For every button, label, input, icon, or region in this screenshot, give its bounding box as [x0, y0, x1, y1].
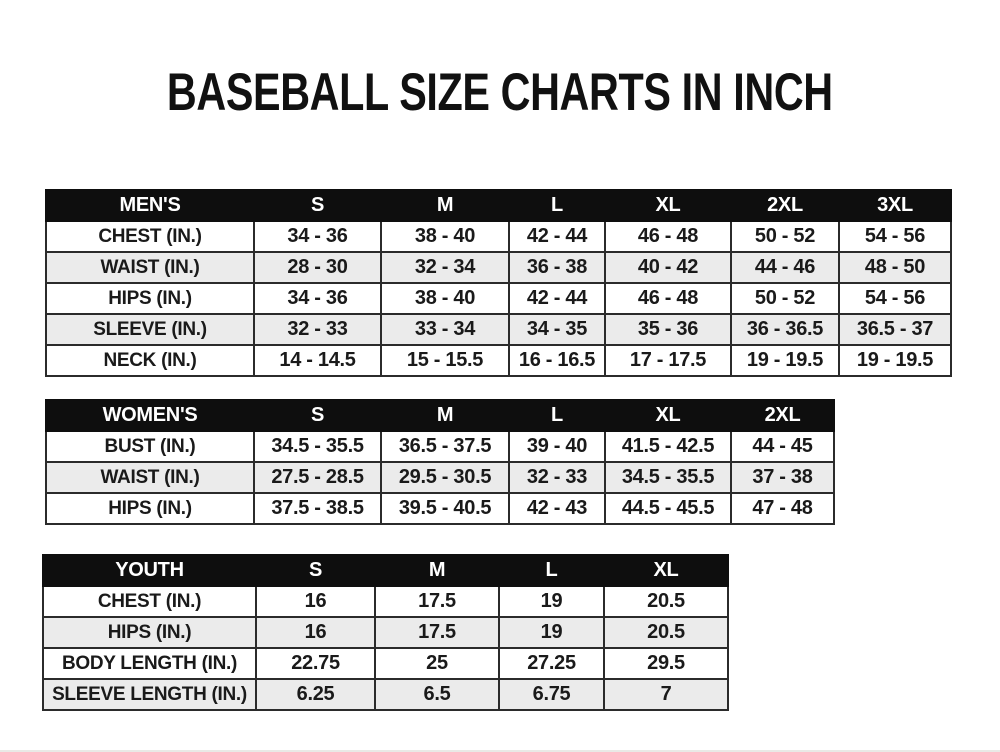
size-value-cell: 47 - 48 — [731, 493, 834, 524]
size-value-cell: 14 - 14.5 — [254, 345, 381, 376]
womens-table-header — [46, 400, 834, 431]
table-row — [46, 462, 834, 493]
size-value-cell: 28 - 30 — [254, 252, 381, 283]
size-value-cell: 37 - 38 — [731, 462, 834, 493]
header-row — [46, 400, 834, 431]
table-row — [43, 648, 728, 679]
size-value-cell: 29.5 - 30.5 — [381, 462, 509, 493]
size-value-cell: 32 - 33 — [509, 462, 605, 493]
size-header-cell: XL — [605, 400, 731, 431]
size-value-cell: 34 - 36 — [254, 221, 381, 252]
mens-size-table — [45, 189, 952, 377]
table-row — [46, 345, 951, 376]
row-label: BUST (IN.) — [46, 431, 254, 462]
size-value-cell: 44.5 - 45.5 — [605, 493, 731, 524]
size-value-cell: 27.5 - 28.5 — [254, 462, 381, 493]
size-value-cell: 42 - 43 — [509, 493, 605, 524]
table-row — [46, 314, 951, 345]
size-value-cell: 34 - 35 — [509, 314, 605, 345]
size-header-cell: XL — [605, 190, 731, 221]
size-header-cell: 2XL — [731, 190, 839, 221]
size-value-cell: 16 - 16.5 — [509, 345, 605, 376]
size-value-cell: 15 - 15.5 — [381, 345, 509, 376]
size-value-cell: 39.5 - 40.5 — [381, 493, 509, 524]
size-value-cell: 32 - 33 — [254, 314, 381, 345]
size-value-cell: 20.5 — [604, 586, 728, 617]
size-value-cell: 19 — [499, 617, 604, 648]
size-value-cell: 22.75 — [256, 648, 375, 679]
table-row — [46, 221, 951, 252]
size-header-cell: 2XL — [731, 400, 834, 431]
size-value-cell: 19 - 19.5 — [839, 345, 951, 376]
size-value-cell: 54 - 56 — [839, 221, 951, 252]
size-header-cell: S — [254, 190, 381, 221]
table-row — [43, 617, 728, 648]
size-value-cell: 6.5 — [375, 679, 499, 710]
mens-table-header — [46, 190, 951, 221]
size-value-cell: 46 - 48 — [605, 283, 731, 314]
size-value-cell: 33 - 34 — [381, 314, 509, 345]
size-value-cell: 7 — [604, 679, 728, 710]
table-row — [46, 493, 834, 524]
size-value-cell: 36 - 36.5 — [731, 314, 839, 345]
size-value-cell: 32 - 34 — [381, 252, 509, 283]
group-header-cell: YOUTH — [43, 555, 256, 586]
size-value-cell: 34 - 36 — [254, 283, 381, 314]
row-label: HIPS (IN.) — [46, 283, 254, 314]
table-row — [46, 283, 951, 314]
group-header-cell: WOMEN'S — [46, 400, 254, 431]
size-value-cell: 16 — [256, 586, 375, 617]
size-value-cell: 17 - 17.5 — [605, 345, 731, 376]
row-label: WAIST (IN.) — [46, 462, 254, 493]
size-value-cell: 17.5 — [375, 617, 499, 648]
mens-table-body — [46, 221, 951, 376]
size-value-cell: 34.5 - 35.5 — [605, 462, 731, 493]
size-header-cell: L — [499, 555, 604, 586]
size-value-cell: 37.5 - 38.5 — [254, 493, 381, 524]
size-value-cell: 20.5 — [604, 617, 728, 648]
size-value-cell: 36.5 - 37 — [839, 314, 951, 345]
youth-size-table — [42, 554, 729, 711]
size-value-cell: 54 - 56 — [839, 283, 951, 314]
size-value-cell: 25 — [375, 648, 499, 679]
page-title-text: BASEBALL SIZE CHARTS IN INCH — [167, 63, 833, 122]
table-row — [43, 586, 728, 617]
size-value-cell: 44 - 45 — [731, 431, 834, 462]
size-value-cell: 42 - 44 — [509, 221, 605, 252]
size-value-cell: 40 - 42 — [605, 252, 731, 283]
page-title — [0, 62, 1000, 123]
size-value-cell: 50 - 52 — [731, 283, 839, 314]
size-header-cell: L — [509, 190, 605, 221]
size-header-cell: M — [381, 400, 509, 431]
row-label: HIPS (IN.) — [43, 617, 256, 648]
size-value-cell: 38 - 40 — [381, 221, 509, 252]
youth-table-body — [43, 586, 728, 710]
size-header-cell: M — [381, 190, 509, 221]
size-value-cell: 27.25 — [499, 648, 604, 679]
womens-table-body — [46, 431, 834, 524]
size-value-cell: 6.25 — [256, 679, 375, 710]
size-header-cell: L — [509, 400, 605, 431]
size-header-cell: M — [375, 555, 499, 586]
size-value-cell: 29.5 — [604, 648, 728, 679]
table-row — [46, 252, 951, 283]
size-value-cell: 44 - 46 — [731, 252, 839, 283]
size-value-cell: 17.5 — [375, 586, 499, 617]
size-value-cell: 19 — [499, 586, 604, 617]
size-value-cell: 6.75 — [499, 679, 604, 710]
row-label: HIPS (IN.) — [46, 493, 254, 524]
header-row — [43, 555, 728, 586]
row-label: WAIST (IN.) — [46, 252, 254, 283]
size-value-cell: 16 — [256, 617, 375, 648]
size-value-cell: 34.5 - 35.5 — [254, 431, 381, 462]
size-value-cell: 36.5 - 37.5 — [381, 431, 509, 462]
header-row — [46, 190, 951, 221]
size-value-cell: 46 - 48 — [605, 221, 731, 252]
size-value-cell: 42 - 44 — [509, 283, 605, 314]
group-header-cell: MEN'S — [46, 190, 254, 221]
size-value-cell: 39 - 40 — [509, 431, 605, 462]
size-value-cell: 19 - 19.5 — [731, 345, 839, 376]
row-label: CHEST (IN.) — [46, 221, 254, 252]
size-header-cell: XL — [604, 555, 728, 586]
size-header-cell: 3XL — [839, 190, 951, 221]
size-value-cell: 41.5 - 42.5 — [605, 431, 731, 462]
size-value-cell: 36 - 38 — [509, 252, 605, 283]
size-value-cell: 48 - 50 — [839, 252, 951, 283]
row-label: BODY LENGTH (IN.) — [43, 648, 256, 679]
table-row — [43, 679, 728, 710]
size-value-cell: 50 - 52 — [731, 221, 839, 252]
size-value-cell: 35 - 36 — [605, 314, 731, 345]
womens-size-table — [45, 399, 835, 525]
row-label: SLEEVE LENGTH (IN.) — [43, 679, 256, 710]
row-label: CHEST (IN.) — [43, 586, 256, 617]
row-label: SLEEVE (IN.) — [46, 314, 254, 345]
size-header-cell: S — [256, 555, 375, 586]
table-row — [46, 431, 834, 462]
row-label: NECK (IN.) — [46, 345, 254, 376]
youth-table-header — [43, 555, 728, 586]
size-value-cell: 38 - 40 — [381, 283, 509, 314]
size-header-cell: S — [254, 400, 381, 431]
